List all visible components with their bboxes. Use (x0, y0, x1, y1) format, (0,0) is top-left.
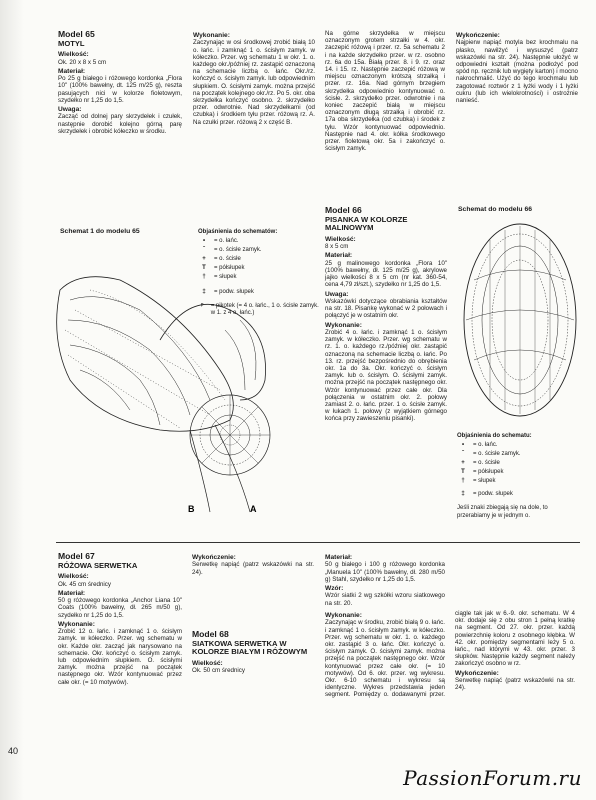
model-67-text (58, 552, 182, 686)
model-66-title: Model 66 (325, 205, 362, 215)
m68-size: Ok. 50 cm średnicy (192, 667, 245, 675)
m67-finish-heading: Wykończenie: (192, 554, 236, 561)
model-66-text (325, 206, 447, 423)
m66-material-heading: Materiał: (325, 252, 353, 260)
m68-material: 50 g białego i 100 g różowego kordonka „Manuela 10" (100% bawełny, dł. 280 m/50 g) Stahl, szydełko nr 1,25 do 1,5. (325, 561, 445, 583)
model-67-title: Model 67 (58, 551, 95, 561)
m66-legend-row: • = o. łańc. (461, 442, 498, 448)
m65-work-heading: Wykonanie: (193, 32, 230, 39)
m66-legend-row: T = półsłupek (461, 469, 504, 475)
m65-legend-row: + = o. ścisłe (202, 256, 241, 262)
m68-size-heading: Wielkość: (192, 659, 223, 667)
m66-material: 25 g malinowego kordonka „Flora 10" (100% bawełny, dł. 125 m/25 g), akrylowe jajko wielkości 8 x 5 cm (nr kat. 360-54, cena 4,79 zł/szt.), szydełko nr 1,25 do 1,5. (325, 259, 447, 289)
m65-note: Zacząć od dolnej pary skrzydełek i czułek, następnie dorobić kolejno górną parę skrzydełek i obrobić kółeczko w środku. (58, 113, 182, 135)
model-68-subtitle: SIATKOWA SERWETKA W KOLORZE BIAŁYM I RÓŻOWYM (192, 638, 308, 657)
model-68-material (325, 552, 445, 607)
m65-legend-row: † = słupek (202, 274, 237, 280)
m66-schemat-label: Schemat do modelu 66 (458, 206, 533, 213)
m66-legend (457, 432, 581, 520)
m65-material: Po 25 g białego i różowego kordonka „Flora 10" (100% bawełny, dt. 125 m/25 g), reszta pasujących nici w kolorze fioletowym, szydełko nr 1,25 do 1,5. (58, 75, 182, 104)
m66-size: 8 x 5 cm (325, 243, 349, 251)
model-68-title: Model 68 (192, 629, 229, 639)
m68-pattern: Wzór siatki 2 wg szkółki wzoru siatkowego na str. 20. (325, 592, 445, 607)
m65-legend-title: Objaśnienia do schematów: (198, 229, 278, 235)
center-spokes (190, 395, 270, 475)
model-65-continuation (325, 30, 445, 152)
schemat-1-label: Schemat 1 do modelu 65 (60, 228, 140, 235)
butterfly-chart-diagram (40, 250, 300, 520)
m65-finish-heading: Wykończenie: (456, 32, 500, 39)
m68-finish: Serwetkę napiąć (patrz wskazówki na str. 24). (455, 677, 575, 692)
model-65-title: Model 65 (58, 29, 95, 39)
m67-material-heading: Materiał: (58, 589, 86, 597)
model-65-subtitle: MOTYL (58, 38, 85, 48)
m66-legend-row: ˆ = o. ścisłe zamyk. (462, 451, 521, 457)
model-65-intro (58, 30, 182, 135)
m67-finish: Serwetkę napiąć (patrz wskazówki na str. 24). (192, 561, 314, 576)
m65-legend-row: T = półsłupek (202, 265, 245, 271)
m67-work-heading: Wykonanie: (58, 620, 95, 628)
m68-pattern-heading: Wzór: (325, 585, 344, 593)
m65-material-heading: Materiał: (58, 67, 86, 75)
m66-note-heading: Uwaga: (325, 290, 349, 298)
m66-note: Wskazówki dotyczące obrabiania kształtów na str. 18. Pisankę wykonać w 2 połowach i połączyć je w ostatnim okr. (325, 298, 447, 320)
m65-finish: Najpierw napiąć motyla bez krochmalu na płasko, nawilżyć i wysuszyć (patrz wskazówki na str. 24). Następnie ułożyć w odpowiedni kształt (można podłożyć pod spód np. ręcznik lub wygięty karton) i mocno nakrochmalić. Użyć do tego krochmalu lub zagotować roztwór z 1 łyżki wody i 1 łyżki cukru (lub ich wielokrotności) i ostrożnie nanieść. (456, 39, 578, 105)
m65-legend-row: ‡ = podw. słupek (202, 289, 254, 295)
m65-note-heading: Uwaga: (58, 106, 82, 114)
wing-outline (57, 277, 234, 432)
model-67-finishing (192, 552, 314, 576)
section-divider (56, 542, 580, 543)
m65-legend-row: ᵖ = pikotek (= 4 o. łańc., 1 o. ścisłe zamyk. w 1. z 4 o. łańc.) (201, 303, 319, 316)
page-spine-shadow (0, 0, 24, 800)
m65-work-continued: Na górne skrzydełka w miejscu oznaczonym grotem strzałki w 4. okr. zaczepić różową i przer. rz. 5a schematu 2 i na każde skrzydełko przer. w rz. osobno rz. 6a do 15a. Białą przer. 8. i 9. rz. oraz 14. i 15. rz. Następnie zaczepić różową w miejscu oznaczonym krótszą strzałką i przer. rz. 16a. Nad górnym brzegiem skrzydełka odpowiednio kontynuować o. ścisłe. 2. skrzydełko przer. odwrotnie i na koniec zaczepić białą w miejscu oznaczonym długą strzałką i obrobić rz. 17a oba skrzydełka (od czubka) i środek z tyłu. Wzór kontynuować odpowiednio. Następnie nad 4. okr. kółka środkowego przer. fioletową okr. 5a i zakończyć o. ścisłym zamyk. (325, 30, 445, 153)
m66-legend-note: Jeśli znaki zbiegają się na dole, to przerabiamy je w jednym o. (457, 505, 548, 519)
m68-material-heading: Materiał: (325, 554, 353, 561)
m65-size-heading: Wielkość: (58, 51, 89, 59)
m67-size: Ok. 45 cm średnicy (58, 580, 111, 588)
antenna-line (190, 430, 210, 512)
label-a: A (250, 504, 257, 514)
m65-size: Ok. 20 x 8 x 5 cm (58, 58, 107, 66)
model-65-finishing (456, 30, 578, 104)
m68-work: Zaczynając w środku, zrobić białą 9 o. łańc. i zamknąć 1 o. ścisłym zamyk. w kółeczko. Przer. wg schematu w okr. 1. o. każdego okr. zastąpić 3 o. łańc. Okr. kończyć o. ścisłym zamyk. O. ścisłymi zamyk. można przejść na początek następnego okr. Wzór kontynuować przez całe okr. (= 10 motywów). Od 6. okr. przer. wg wykresu. Okr. 6-10 schematu i wykresu są identyczne. Wykres przedstawia jeden segment. Pomiędzy o. dodawanymi przer. ciągle tak jak w 6.-9. okr. schematu. W 4 okr. dodaje się z obu stron 1 pełną kratkę na segment. Od 27. okr. przer. każdą powierzchnię koloru z osobnego kłębka. W 42. okr. pomiędzy segmentami leży 5 o. łańc., nad którymi w 43. okr. przer. 3 słupków. Następnie każdy segment należy zakończyć osobno w rz. (325, 610, 575, 699)
wing-upper-outline (160, 304, 266, 400)
page-number: 40 (8, 746, 19, 756)
m65-legend-row: ˆ = o. ścisłe zamyk. (203, 247, 262, 253)
m68-work-heading: Wykonanie: (325, 612, 362, 619)
wing-line (80, 370, 130, 410)
wing-dotted-line (90, 290, 225, 400)
m67-size-heading: Wielkość: (58, 573, 89, 581)
m66-legend-row: † = słupek (461, 478, 496, 484)
egg-chart-diagram (460, 220, 580, 420)
m66-size-heading: Wielkość: (325, 235, 356, 243)
m66-work: Zrobić 4 o. łańc. i zamknąć 1 o. ścisłym zamyk. w kółeczko. Przer. wg schematu w rz. 1. o. każdego rz./później okr. zastąpić oznaczoną na schemacie liczbą o. łańc. Po 13. rz. przejść bezpośrednio do obrębienia okr. 1a do 3a. Okr. kończyć o. ścisłym zamyk. lub o. ścisłym. O. ścisłymi zamyk. można przejść na początek następnego okr. Wzór kontynuować przez całe okr. Dla połączenia w ostatnim okr. 2. połowy zamiast 2. o. łańc. przer. 1 o. ścisłe zamyk. w łukach 1. połowy (z wyjątkiem górnego końca przy zawieszeniu pisanki). (325, 329, 447, 423)
wing-line (70, 297, 210, 400)
model-68-instructions (325, 610, 575, 755)
wing-line (225, 330, 245, 390)
egg-vertical-lines (490, 226, 550, 414)
label-b: B (188, 504, 195, 514)
m68-finish-heading: Wykończenie: (455, 669, 499, 677)
m67-material: 50 g różowego kordonka „Anchor Liana 10" Coats (100% bawełny, dł. 265 m/50 g), szydełko nr 1,25 do 1,5. (58, 597, 182, 619)
watermark-logo: PassionForum.ru (403, 766, 582, 790)
wing-dotted-line (75, 310, 220, 390)
m66-legend-row: + = o. ścisłe (461, 460, 500, 466)
model-66-subtitle: PISANKA W KOLORZE MALINOWYM (325, 214, 408, 233)
m66-legend-title: Objaśnienia do schematu: (457, 433, 532, 439)
wing-dotted-line (68, 355, 180, 428)
m65-legend-row: • = o. łańc. (202, 238, 239, 244)
wing-line (68, 320, 190, 415)
m66-legend-row: ‡ = podw. słupek (461, 491, 513, 497)
model-68-intro (192, 630, 316, 674)
model-65-instructions (193, 30, 315, 126)
m66-work-heading: Wykonanie: (325, 321, 362, 329)
model-67-subtitle: RÓŻOWA SERWETKA (58, 560, 138, 570)
m65-work: Zaczynając w osi środkowej zrobić białą 10 o. łańc. i zamknąć 1 o. ścisłym zamyk. w kółeczko. Przer. wg schematu 1 w okr. 1. o. każdego okr./później rz. zastąpić oznaczoną na schemacie liczbą o. łańc. Okr./rz. kończyć o. ścisłym zamyk. lub odpowiednim słupkiem. O. ścisłymi zamyk. można przejść na początek kolejnego okr./rz. Po 5. okr. oba skrzydełka kończyć osobno. 2. skrzydełko przer. odwrotnie. Nad skrzydełkami (od czubka) i środkiem tyłu przer. różową rz. A. Na czułki przer. różową 2 x część B. (193, 39, 315, 126)
m67-work: Zrobić 12 o. łańc. i zamknąć 1 o. ścisłym zamyk. w kółeczko. Przer. wg schematu w okr. Każde okr. zacząć jak narysowano na schemacie. Okr. kończyć o. ścisłym zamyk. lub odpowiednim słupkiem. O. ścisłymi zamyk. można przejść na początek następnego okr. Wzór kontynuować przez całe okr. (= 10 motywów). (58, 628, 182, 686)
wing-line (70, 345, 160, 425)
